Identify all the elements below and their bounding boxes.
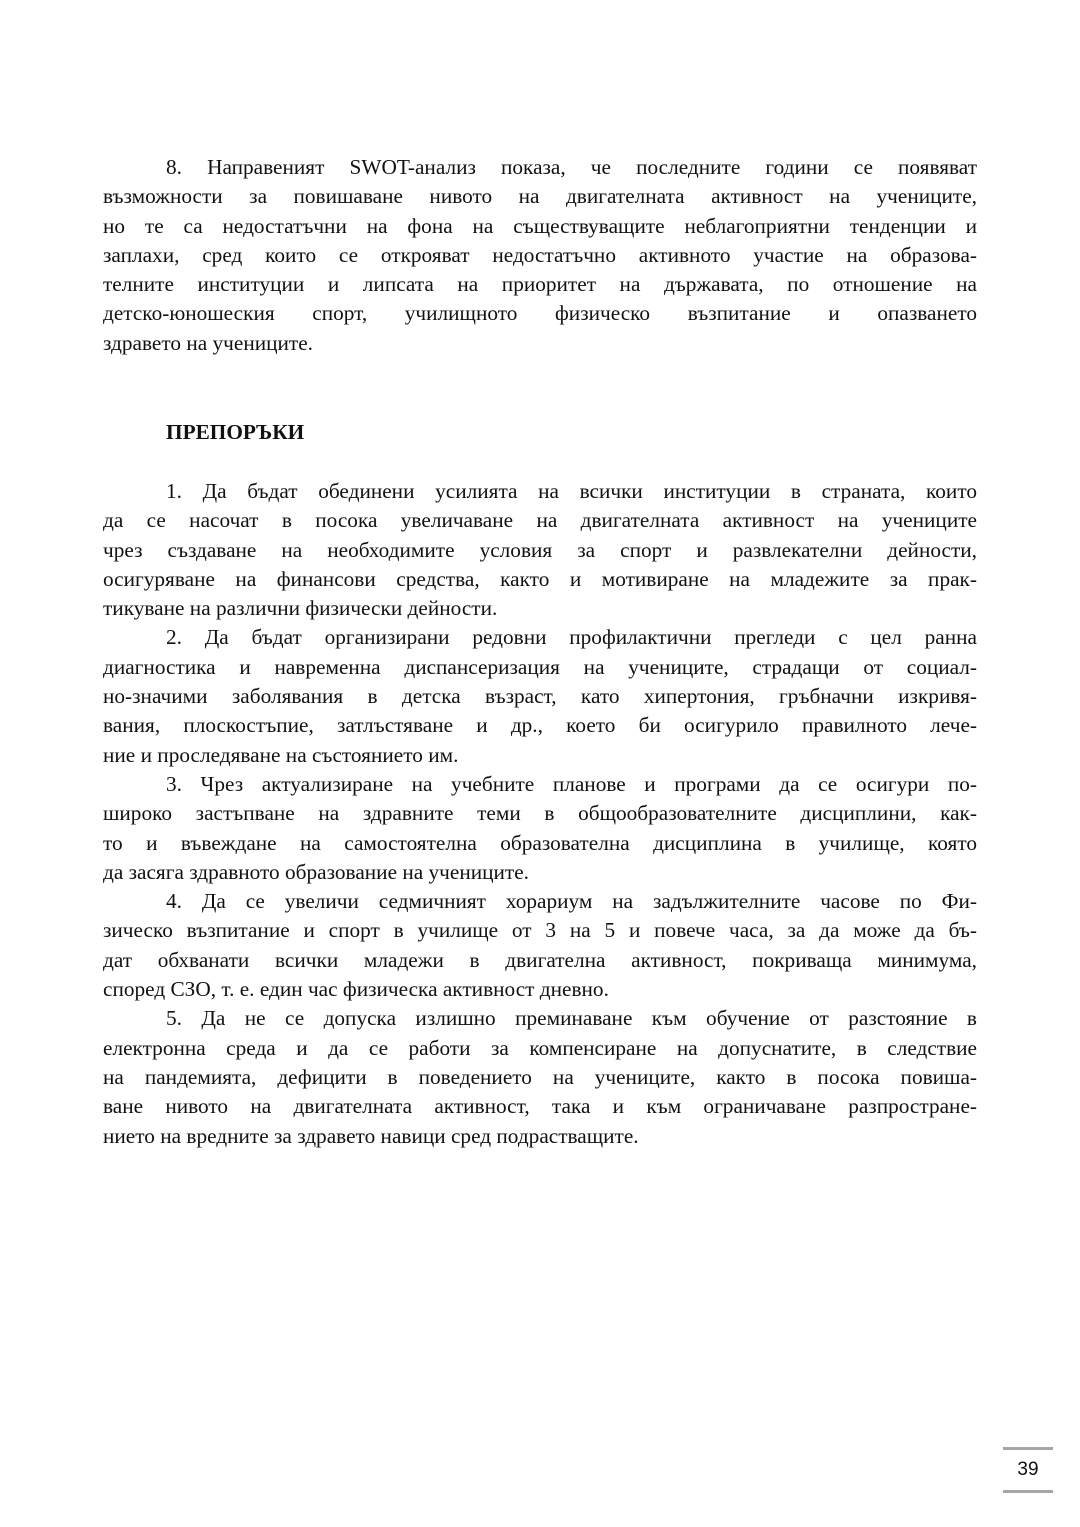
- text-line: 5. Да не се допуска излишно преминаване към обучение от разстояние в: [166, 1006, 977, 1031]
- recommendation-2: [103, 623, 977, 769]
- page-number-box: [1003, 1447, 1053, 1493]
- text-line: възможности за повишаване нивото на двигателната активност на учениците,: [103, 184, 977, 209]
- text-line: 4. Да се увеличи седмичният хорариум на задължителните часове по Фи-: [166, 889, 977, 914]
- text-line: но те са недостатъчни на фона на съществуващите неблагоприятни тенденции и: [103, 213, 977, 238]
- text-line: 3. Чрез актуализиране на учебните планове и програми да се осигури по-: [166, 771, 977, 796]
- text-line: ване нивото на двигателната активност, така и към ограничаване разпростране-: [103, 1094, 977, 1119]
- text-line: 2. Да бъдат организирани редовни профилактични прегледи с цел ранна: [166, 625, 977, 650]
- text-line: да се насочат в посока увеличаване на двигателната активност на учениците: [103, 508, 977, 533]
- recommendation-1: [103, 477, 977, 623]
- recommendation-3: [103, 770, 977, 887]
- text-line: здравето на учениците.: [103, 330, 314, 355]
- text-line: телните институции и липсата на приоритет на държавата, по отношение на: [103, 272, 977, 297]
- text-line: вания, плоскостъпие, затлъстяване и др., което би осигурило правилното лече-: [103, 713, 977, 738]
- text-line: електронна среда и да се работи за компенсиране на допуснатите, в следствие: [103, 1035, 977, 1060]
- recommendation-5: [103, 1004, 977, 1150]
- text-line: нието на вредните за здравето навици сред подрастващите.: [103, 1123, 639, 1148]
- text-line: дат обхванати всички младежи в двигателна активност, покриваща минимума,: [103, 947, 977, 972]
- recommendations-list: [103, 477, 977, 1151]
- text-line: но-значими заболявания в детска възраст, като хипертония, гръбначни изкривя-: [103, 684, 977, 709]
- text-line: зическо възпитание и спорт в училище от 3 на 5 и повече часа, за да може да бъ-: [103, 918, 977, 943]
- text-line: тикуване на различни физически дейности.: [103, 596, 498, 621]
- text-line: широко застъпване на здравните теми в общообразователните дисциплини, как-: [103, 801, 977, 826]
- text-line: чрез създаване на необходимите условия за спорт и развлекателни дейности,: [103, 537, 977, 562]
- text-line: 8. Направеният SWOT-анализ показа, че последните години се появяват: [166, 155, 977, 179]
- text-line: ние и проследяване на състоянието им.: [103, 742, 459, 767]
- recommendation-4: [103, 887, 977, 1004]
- text-line: детско-юношеския спорт, училищното физическо възпитание и опазването: [103, 301, 977, 326]
- text-line: на пандемията, дефицити в поведението на учениците, както в посока повиша-: [103, 1064, 977, 1089]
- section-heading: ПРЕПОРЪКИ: [166, 420, 305, 444]
- page-number: 39: [1017, 1459, 1039, 1480]
- text-line: диагностика и навременна диспансеризация на учениците, страдащи от социал-: [103, 654, 977, 679]
- text-line: заплахи, сред които се открояват недостатъчно активното участие на образова-: [103, 242, 977, 267]
- text-line: 1. Да бъдат обединени усилията на всички институции в страната, които: [166, 479, 977, 503]
- text-line: осигуряване на финансови средства, както и мотивиране на младежите за прак-: [103, 566, 977, 591]
- text-line: да засяга здравното образование на учениците.: [103, 859, 529, 884]
- text-line: според СЗО, т. е. един час физическа активност дневно.: [103, 977, 609, 1002]
- paragraph: [103, 153, 977, 358]
- text-line: то и въвеждане на самостоятелна образователна дисциплина в училище, която: [103, 830, 977, 855]
- paragraph-8: [103, 153, 977, 358]
